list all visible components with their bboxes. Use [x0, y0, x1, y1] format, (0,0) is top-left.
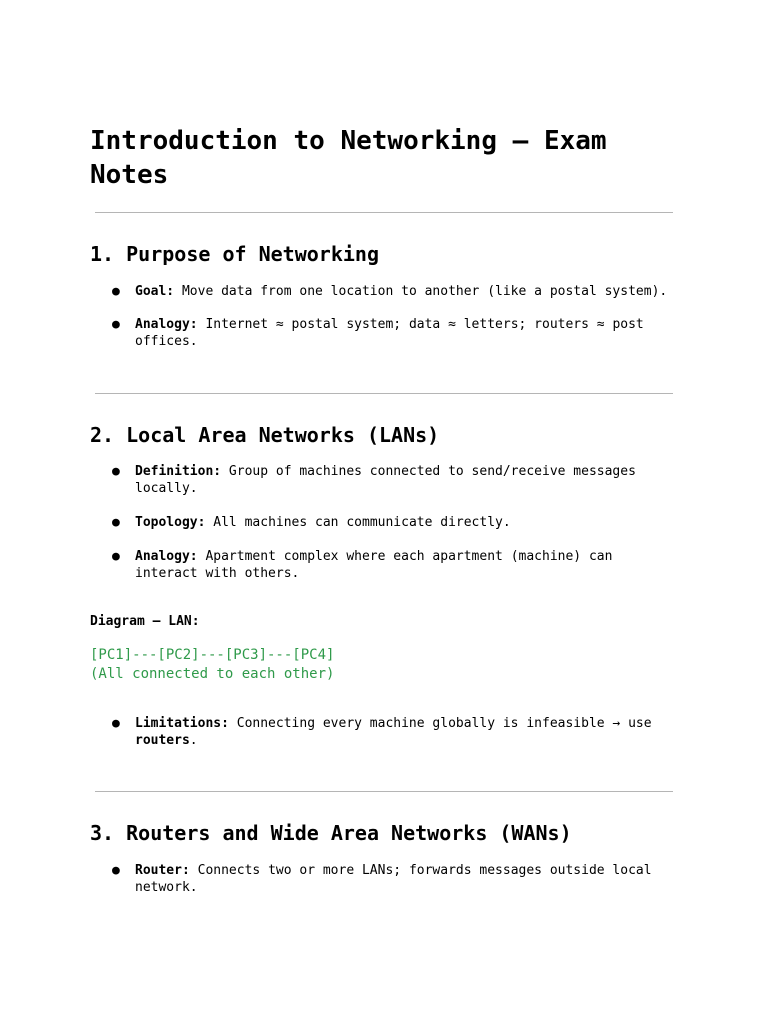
bullet-label: Analogy:: [135, 317, 198, 332]
bullet-description: Internet ≈ postal system; data ≈ letters; routers ≈ post offices.: [135, 317, 644, 349]
bullet-item-topology: [112, 514, 672, 531]
bullet-label: Limitations:: [135, 716, 229, 731]
bullet-item-definition: [112, 463, 672, 497]
bullet-text: [135, 548, 675, 582]
bullet-text: [135, 715, 675, 749]
bullet-label: Definition:: [135, 464, 222, 479]
bullet-icon: ●: [112, 716, 120, 731]
bullet-icon: ●: [112, 317, 120, 332]
bullet-description: Move data from one location to another (like a postal system).: [174, 284, 668, 299]
divider: [95, 393, 673, 394]
lan-diagram-caption: (All connected to each other): [90, 666, 335, 682]
bullet-label: Router:: [135, 863, 190, 878]
bullet-icon: ●: [112, 549, 120, 564]
bullet-text: [135, 283, 675, 300]
lan-diagram-line: [PC1]---[PC2]---[PC3]---[PC4]: [90, 647, 335, 663]
bullet-item-limitations: [112, 715, 672, 749]
bullet-label: Goal:: [135, 284, 175, 299]
bullet-item-router: [112, 862, 672, 896]
divider: [95, 212, 673, 213]
bullet-item-goal: [112, 283, 672, 300]
section-heading-purpose-of-networking: 1. Purpose of Networking: [90, 242, 379, 266]
bullet-icon: ●: [112, 464, 120, 479]
bullet-description: All machines can communicate directly.: [205, 515, 511, 530]
section-heading-routers-and-wans: 3. Routers and Wide Area Networks (WANs): [90, 821, 572, 845]
bullet-text: [135, 316, 675, 350]
bullet-text: [135, 463, 675, 497]
bullet-description: Connecting every machine globally is infeasible → use: [228, 716, 652, 731]
divider: [95, 791, 673, 792]
diagram-label: Diagram – LAN:: [90, 614, 200, 629]
bullet-text: [135, 514, 675, 531]
section-heading-local-area-networks: 2. Local Area Networks (LANs): [90, 423, 440, 447]
bullet-description: Connects two or more LANs; forwards messages outside local network.: [135, 863, 652, 895]
routers-emphasis: routers: [135, 733, 190, 748]
bullet-label: Topology:: [135, 515, 206, 530]
bullet-label: Analogy:: [135, 549, 198, 564]
bullet-text: [135, 862, 675, 896]
bullet-item-analogy: [112, 316, 672, 350]
bullet-description: Apartment complex where each apartment (machine) can interact with others.: [135, 549, 613, 581]
bullet-tail: .: [189, 733, 198, 748]
document-title: Introduction to Networking – Exam Notes: [90, 126, 607, 190]
bullet-icon: ●: [112, 284, 120, 299]
bullet-description: Group of machines connected to send/receive messages locally.: [135, 464, 636, 496]
bullet-icon: ●: [112, 515, 120, 530]
bullet-icon: ●: [112, 863, 120, 878]
bullet-item-analogy: [112, 548, 672, 582]
